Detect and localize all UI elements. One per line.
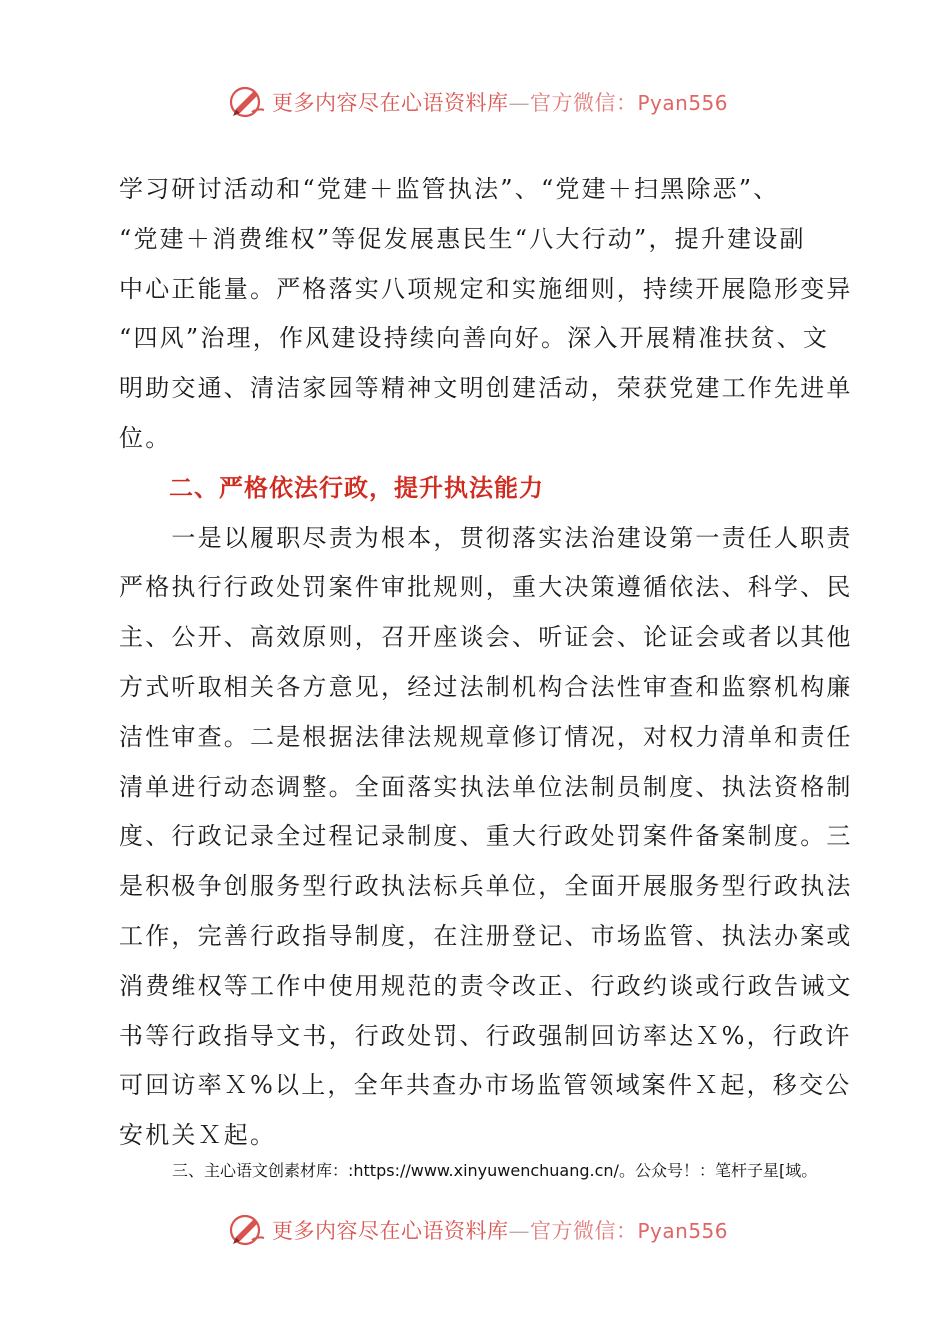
- text-line: 主、公开、高效原则，召开座谈会、听证会、论证会或者以其他: [119, 623, 853, 652]
- section-heading: 二、严格依法行政，提升执法能力: [169, 473, 544, 502]
- banner-label: 官方微信：: [530, 91, 638, 115]
- text-line: 安机关Ｘ起。: [119, 1121, 277, 1150]
- pen-logo-icon: [228, 82, 268, 122]
- text-line: 是积极争创服务型行政执法标兵单位，全面开展服务型行政执法: [119, 872, 853, 901]
- text-line: 学习研讨活动和“党建＋监管执法”、“党建＋扫黑除恶”、: [119, 175, 780, 203]
- text-line: 清单进行动态调整。全面落实执法单位法制员制度、执法资格制: [119, 772, 853, 801]
- footer-banner: [228, 1210, 748, 1250]
- text-line: 度、行政记录全过程记录制度、重大行政处罚案件备案制度。三: [119, 822, 853, 851]
- footnote-source: 三、主心语文创素材库：:https://www.xinyuwenchuang.cn/。公众号！：笔杆子星[域。: [172, 1161, 818, 1180]
- text-line: 可回访率Ｘ%以上，全年共查办市场监管领域案件Ｘ起，移交公: [119, 1071, 852, 1100]
- banner-label: 官方微信：: [530, 1219, 638, 1243]
- text-line: 明助交通、清洁家园等精神文明创建活动，荣获党建工作先进单: [119, 374, 853, 403]
- text-line: 中心正能量。严格落实八项规定和实施细则，持续开展隐形变异: [119, 274, 853, 303]
- text-line: 位。: [119, 423, 172, 452]
- banner-prefix: 更多内容尽在心语资料库: [272, 91, 509, 115]
- text-line: “四风”治理，作风建设持续向善向好。深入开展精准扶贫、文: [119, 324, 830, 353]
- text-line: 方式听取相关各方意见，经过法制机构合法性审查和监察机构廉: [119, 672, 853, 701]
- text-line: “党建＋消费维权”等促发展惠民生“八大行动”，提升建设副: [119, 224, 806, 253]
- banner-separator: —: [508, 91, 530, 115]
- text-line: 一是以履职尽责为根本，贯彻落实法治建设第一责任人职责: [119, 523, 853, 552]
- header-banner: [228, 82, 748, 122]
- banner-prefix: 更多内容尽在心语资料库: [272, 1219, 509, 1243]
- text-line: 工作，完善行政指导制度，在注册登记、市场监管、执法办案或: [119, 921, 853, 950]
- paragraph-party-building: [119, 165, 853, 464]
- text-line: 书等行政指导文书，行政处罚、行政强制回访率达Ｘ%，行政许: [119, 1021, 852, 1050]
- text-line: 洁性审查。二是根据法律法规规章修订情况，对权力清单和责任: [119, 722, 853, 751]
- banner-separator: —: [508, 1219, 530, 1243]
- text-line: 严格执行行政处罚案件审批规则，重大决策遵循依法、科学、民: [119, 573, 853, 602]
- banner-account: Pyan556: [637, 91, 729, 115]
- document-body: [119, 165, 853, 1161]
- paragraph-law-enforcement: [119, 514, 853, 1161]
- banner-account: Pyan556: [637, 1219, 729, 1243]
- text-line: 消费维权等工作中使用规范的责令改正、行政约谈或行政告诫文: [119, 971, 853, 1000]
- pen-logo-icon: [228, 1210, 268, 1250]
